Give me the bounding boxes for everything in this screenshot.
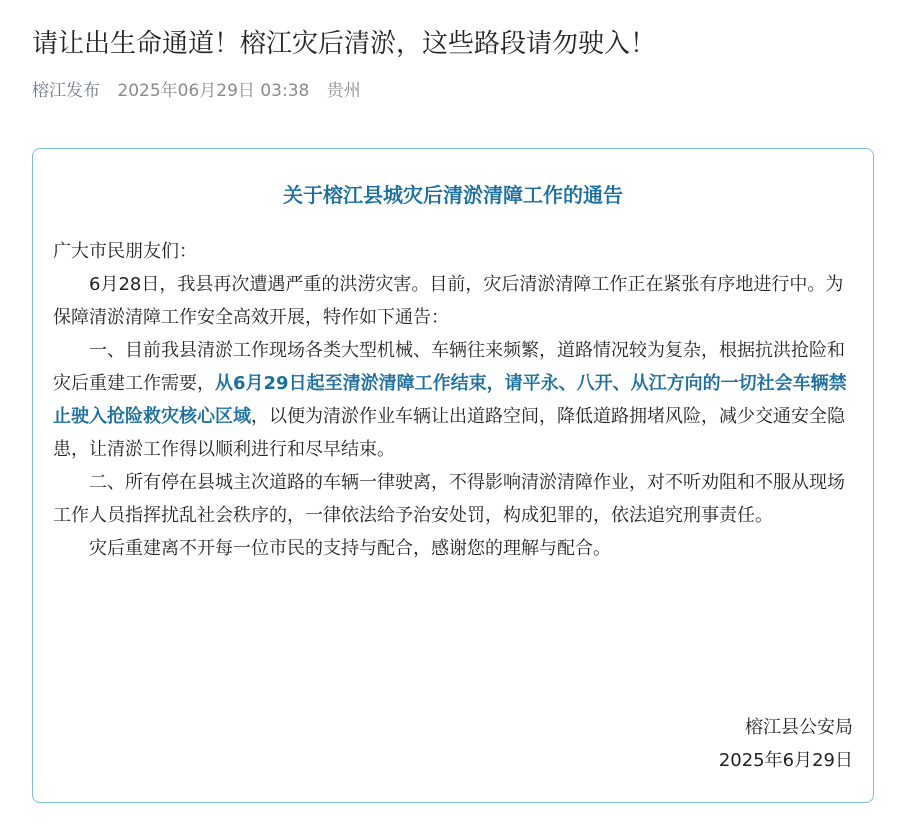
notice-sign-date: 2025年6月29日: [718, 750, 853, 771]
notice-body: [53, 235, 861, 565]
notice-signature: [719, 711, 853, 777]
notice-title: 关于榕江县城灾后清淤清障工作的通告: [283, 183, 623, 207]
article-meta: [32, 78, 373, 104]
notice-signer: 榕江县公安局: [745, 717, 853, 738]
article-datetime: 2025年06月29日 03:38: [117, 81, 310, 101]
notice-paragraph-2: [53, 334, 861, 466]
notice-paragraph-2-tail: ，以便为清淤作业车辆让出道路空间，降低道路拥堵风险，减少交通安全隐患，让清淤工作得以顺利进行和尽早结束。: [53, 406, 845, 460]
notice-paragraph-3: 二、所有停在县城主次道路的车辆一律驶离，不得影响清淤清障作业，对不听劝阻和不服从现场工作人员指挥扰乱社会秩序的，一律依法给予治安处罚，构成犯罪的，依法追究刑事责任。: [53, 472, 845, 526]
notice-paragraph-2-text: 一、目前我县清淤工作现场各类大型机械、车辆往来频繁，道路情况较为复杂，根据抗洪抢险和灾后重建工作需要，: [53, 340, 845, 394]
article-title: 请让出生命通道！榕江灾后清淤，这些路段请勿驶入！: [32, 29, 657, 59]
article-source-link[interactable]: 榕江发布: [32, 81, 100, 101]
article-location: 贵州: [326, 81, 361, 101]
notice-box: [32, 148, 874, 803]
notice-paragraph-4: 灾后重建离不开每一位市民的支持与配合，感谢您的理解与配合。: [89, 538, 611, 559]
notice-greeting: 广大市民朋友们：: [53, 241, 197, 262]
notice-highlight: 从6月29日起至清淤清障工作结束，请平永、八开、从江方向的一切社会车辆禁止驶入抢险救灾核心区域: [53, 373, 847, 427]
notice-paragraph-1: 6月28日，我县再次遭遇严重的洪涝灾害。目前，灾后清淤清障工作正在紧张有序地进行中。为保障清淤清障工作安全高效开展，特作如下通告：: [53, 274, 844, 328]
